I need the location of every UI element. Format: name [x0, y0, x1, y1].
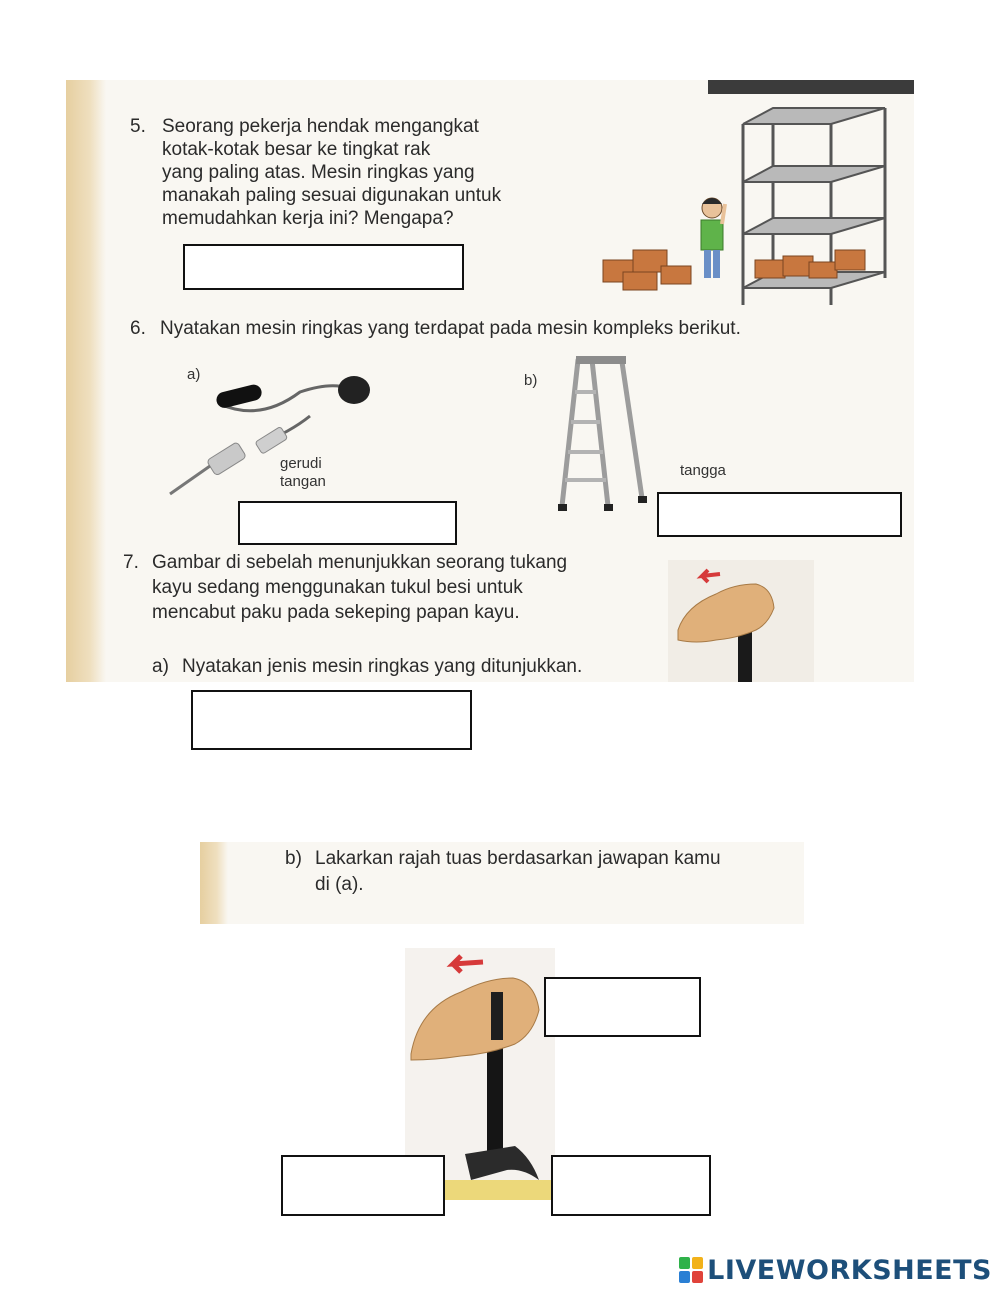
- q6-text: Nyatakan mesin ringkas yang terdapat pada mesin kompleks berikut.: [160, 318, 741, 339]
- q6-a-caption-2: tangan: [280, 473, 326, 490]
- q7-line-2: kayu sedang menggunakan tukul besi untuk: [152, 577, 523, 598]
- q7-b-line-2: di (a).: [315, 874, 364, 895]
- page-edge-bottom: [200, 842, 228, 924]
- q5-line-5: memudahkan kerja ini? Mengapa?: [162, 208, 454, 229]
- liveworksheets-logo-icon: [679, 1257, 703, 1283]
- hammer-label-box-top[interactable]: [544, 977, 701, 1037]
- q5-line-1: Seorang pekerja hendak mengangkat: [162, 116, 479, 137]
- hammer-label-box-bottom-left[interactable]: [281, 1155, 445, 1216]
- q6-a-label: a): [187, 366, 201, 383]
- q7-a-label: a): [152, 656, 169, 677]
- liveworksheets-brand-text: LIVEWORKSHEETS: [707, 1254, 992, 1286]
- shelf-illustration: [595, 100, 895, 306]
- q7-b-label: b): [285, 848, 302, 869]
- page-edge: [66, 80, 106, 682]
- q6-a-answer-box[interactable]: [238, 501, 457, 545]
- page-top-bar: [708, 80, 914, 94]
- hammer-label-box-bottom-right[interactable]: [551, 1155, 711, 1216]
- q6-b-answer-box[interactable]: [657, 492, 902, 537]
- q7-a-answer-box[interactable]: [191, 690, 472, 750]
- q6-b-caption: tangga: [680, 462, 726, 479]
- q7-a-text: Nyatakan jenis mesin ringkas yang ditunjukkan.: [182, 656, 583, 677]
- hand-drill-illustration: [160, 362, 380, 502]
- q6-b-label: b): [524, 372, 538, 389]
- q7-line-3: mencabut paku pada sekeping papan kayu.: [152, 602, 520, 623]
- q7-number: 7.: [123, 552, 139, 573]
- q5-answer-box[interactable]: [183, 244, 464, 290]
- liveworksheets-logo: [679, 1252, 992, 1288]
- q5-number: 5.: [130, 116, 146, 137]
- q5-line-4: manakah paling sesuai digunakan untuk: [162, 185, 502, 206]
- q7-b-line-1: Lakarkan rajah tuas berdasarkan jawapan kamu: [315, 848, 721, 869]
- q6-number: 6.: [130, 318, 146, 339]
- q5-line-3: yang paling atas. Mesin ringkas yang: [162, 162, 475, 183]
- q5-line-2: kotak-kotak besar ke tingkat rak: [162, 139, 431, 160]
- hammer-photo-small: [668, 560, 814, 682]
- q6-a-caption-1: gerudi: [280, 455, 322, 472]
- ladder-illustration: [556, 356, 656, 516]
- q7-line-1: Gambar di sebelah menunjukkan seorang tukang: [152, 552, 568, 573]
